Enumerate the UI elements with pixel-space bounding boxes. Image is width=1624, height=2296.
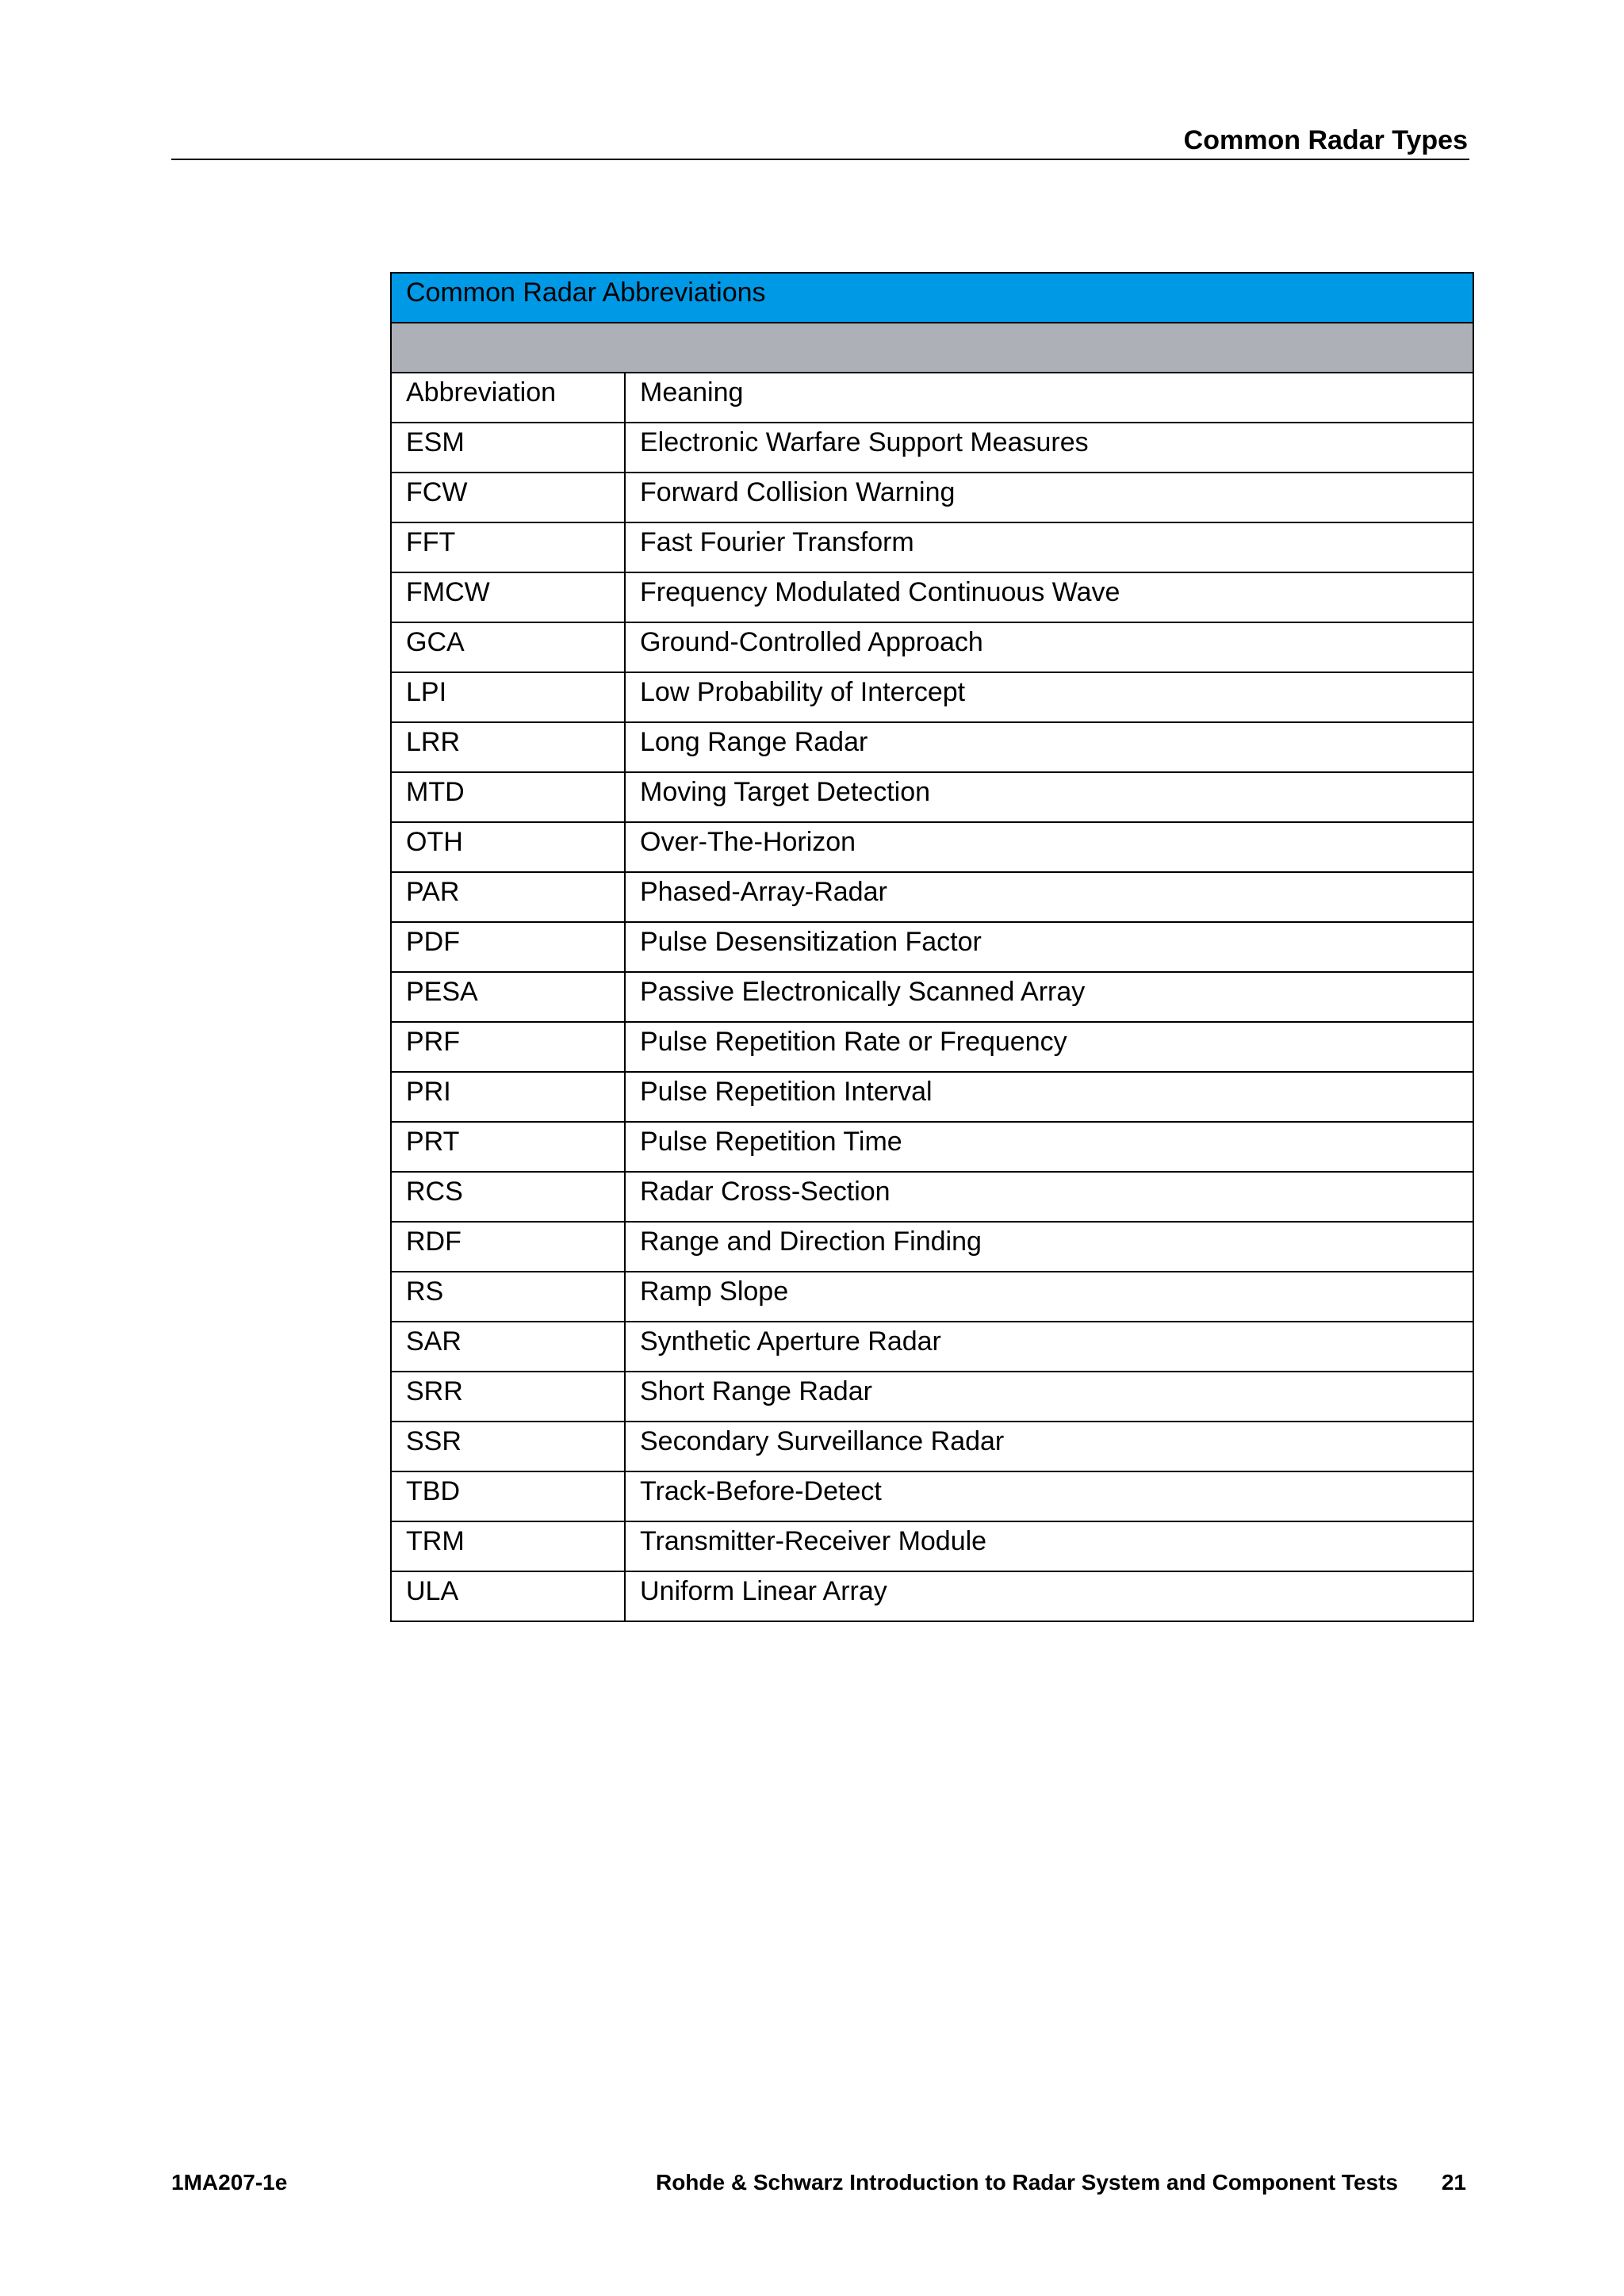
abbreviation-cell: PRI [391,1072,625,1122]
abbreviation-cell: GCA [391,622,625,672]
table-row [391,1072,1473,1122]
table-row [391,872,1473,922]
abbreviation-cell: TRM [391,1521,625,1571]
abbreviation-cell: SRR [391,1372,625,1422]
meaning-cell: Forward Collision Warning [625,473,1473,522]
meaning-cell: Electronic Warfare Support Measures [625,423,1473,473]
meaning-cell: Uniform Linear Array [625,1571,1473,1621]
meaning-cell: Synthetic Aperture Radar [625,1322,1473,1372]
table-row [391,522,1473,572]
abbreviation-cell: FCW [391,473,625,522]
meaning-cell: Pulse Repetition Interval [625,1072,1473,1122]
table-header-row [391,373,1473,423]
meaning-cell: Phased-Array-Radar [625,872,1473,922]
abbreviation-cell: FFT [391,522,625,572]
column-header-abbreviation: Abbreviation [391,373,625,423]
abbreviation-cell: ULA [391,1571,625,1621]
table-row [391,1571,1473,1621]
meaning-cell: Fast Fourier Transform [625,522,1473,572]
meaning-cell: Ground-Controlled Approach [625,622,1473,672]
meaning-cell: Range and Direction Finding [625,1222,1473,1272]
meaning-cell: Frequency Modulated Continuous Wave [625,572,1473,622]
abbreviation-cell: RCS [391,1172,625,1222]
meaning-cell: Secondary Surveillance Radar [625,1422,1473,1471]
abbreviation-cell: PRF [391,1022,625,1072]
abbreviation-cell: SAR [391,1322,625,1372]
meaning-cell: Radar Cross-Section [625,1172,1473,1222]
table-row [391,572,1473,622]
abbreviation-cell: PAR [391,872,625,922]
meaning-cell: Ramp Slope [625,1272,1473,1322]
meaning-cell: Low Probability of Intercept [625,672,1473,722]
abbreviation-cell: ESM [391,423,625,473]
abbreviation-cell: OTH [391,822,625,872]
meaning-cell: Pulse Repetition Rate or Frequency [625,1022,1473,1072]
table-row [391,1022,1473,1072]
abbreviations-table [390,272,1474,1622]
table-row [391,473,1473,522]
footer-doc-number: 1MA207-1e [171,2170,288,2195]
table-subheader-row [391,323,1473,373]
table-title-row [391,273,1473,323]
meaning-cell: Long Range Radar [625,722,1473,772]
table-row [391,622,1473,672]
table-row [391,972,1473,1022]
table-row [391,1172,1473,1222]
abbreviation-cell: FMCW [391,572,625,622]
footer-doc-title: Rohde & Schwarz Introduction to Radar System and Component Tests [655,2170,1398,2195]
meaning-cell: Transmitter-Receiver Module [625,1521,1473,1571]
table-row [391,1122,1473,1172]
meaning-cell: Short Range Radar [625,1372,1473,1422]
table-subheader-empty-cell [391,323,1473,373]
table-title: Common Radar Abbreviations [391,273,1473,323]
header-divider [171,159,1469,160]
table-row [391,722,1473,772]
table-row [391,1422,1473,1471]
table-row [391,1521,1473,1571]
column-header-meaning: Meaning [625,373,1473,423]
abbreviation-cell: RS [391,1272,625,1322]
abbreviation-cell: LPI [391,672,625,722]
table-row [391,1322,1473,1372]
abbreviation-cell: MTD [391,772,625,822]
abbreviations-table-body [391,273,1473,1621]
meaning-cell: Passive Electronically Scanned Array [625,972,1473,1022]
table-row [391,423,1473,473]
table-row [391,1272,1473,1322]
meaning-cell: Track-Before-Detect [625,1471,1473,1521]
meaning-cell: Moving Target Detection [625,772,1473,822]
table-row [391,1372,1473,1422]
abbreviation-cell: PRT [391,1122,625,1172]
table-row [391,1471,1473,1521]
table-row [391,772,1473,822]
abbreviation-cell: LRR [391,722,625,772]
abbreviation-cell: SSR [391,1422,625,1471]
abbreviation-cell: RDF [391,1222,625,1272]
table-row [391,672,1473,722]
table-row [391,822,1473,872]
meaning-cell: Pulse Desensitization Factor [625,922,1473,972]
abbreviation-cell: TBD [391,1471,625,1521]
footer-page-number: 21 [1441,2170,1466,2195]
meaning-cell: Over-The-Horizon [625,822,1473,872]
table-row [391,1222,1473,1272]
abbreviation-cell: PDF [391,922,625,972]
page-section-title: Common Radar Types [1183,125,1468,155]
table-row [391,922,1473,972]
abbreviation-cell: PESA [391,972,625,1022]
meaning-cell: Pulse Repetition Time [625,1122,1473,1172]
